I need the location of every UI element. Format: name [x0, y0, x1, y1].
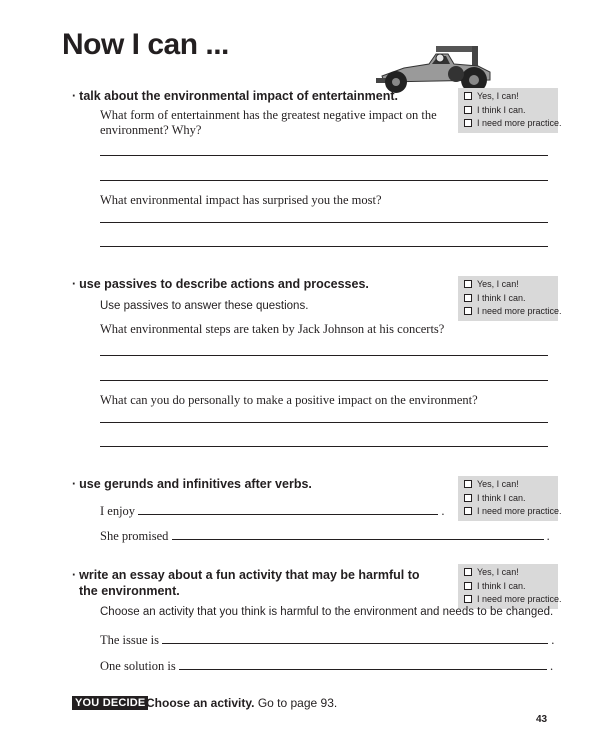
prompt-3a-row: I enjoy .: [100, 504, 445, 518]
prompt-4b-row: One solution is .: [100, 659, 554, 673]
prompt-4a-row: The issue is .: [100, 633, 555, 647]
self-assessment-4: [458, 564, 562, 609]
answer-blank[interactable]: [179, 657, 547, 670]
you-decide-badge: YOU DECIDE: [72, 696, 148, 710]
self-assessment-2: [458, 276, 562, 321]
answer-blank[interactable]: [162, 631, 548, 644]
question-1b: What environmental impact has surprised you the most?: [100, 193, 382, 207]
checkbox-practice[interactable]: I need more practice.: [458, 117, 558, 131]
instruction-4: Choose an activity that you think is harmful to the environment and needs to be changed.: [100, 606, 554, 618]
self-assessment-1: [458, 88, 562, 133]
question-1a: What form of entertainment has the greatest negative impact on the environment? Why?: [100, 108, 437, 137]
answer-blank[interactable]: [172, 527, 544, 540]
checkbox-practice[interactable]: I need more practice.: [458, 305, 558, 319]
checkbox-think[interactable]: I think I can.: [458, 104, 558, 118]
checkbox-icon[interactable]: [464, 119, 472, 127]
checkbox-icon[interactable]: [464, 92, 472, 100]
section-1-heading: · talk about the environmental impact of entertainment.: [72, 89, 398, 103]
checkbox-think[interactable]: I think I can.: [458, 580, 558, 594]
checkbox-icon[interactable]: [464, 494, 472, 502]
answer-line[interactable]: [100, 380, 548, 381]
checkbox-yes[interactable]: Yes, I can!: [458, 478, 558, 492]
section-3-heading: · use gerunds and infinitives after verbs.: [72, 477, 312, 491]
question-2b: What can you do personally to make a positive impact on the environment?: [100, 393, 478, 407]
answer-line[interactable]: [100, 222, 548, 223]
checkbox-icon[interactable]: [464, 294, 472, 302]
checkbox-yes[interactable]: Yes, I can!: [458, 566, 558, 580]
checkbox-icon[interactable]: [464, 595, 472, 603]
self-assessment-3: [458, 476, 562, 521]
checkbox-icon[interactable]: [464, 507, 472, 515]
answer-blank[interactable]: [138, 502, 438, 515]
checkbox-icon[interactable]: [464, 568, 472, 576]
checkbox-yes[interactable]: Yes, I can!: [458, 90, 558, 104]
answer-line[interactable]: [100, 446, 548, 447]
answer-line[interactable]: [100, 422, 548, 423]
checkbox-icon[interactable]: [464, 307, 472, 315]
checkbox-icon[interactable]: [464, 280, 472, 288]
answer-line[interactable]: [100, 155, 548, 156]
checkbox-icon[interactable]: [464, 480, 472, 488]
prompt-3b-row: She promised .: [100, 529, 550, 543]
checkbox-think[interactable]: I think I can.: [458, 492, 558, 506]
answer-line[interactable]: [100, 180, 548, 181]
checkbox-practice[interactable]: I need more practice.: [458, 593, 558, 607]
answer-line[interactable]: [100, 246, 548, 247]
question-2a: What environmental steps are taken by Jack Johnson at his concerts?: [100, 322, 445, 336]
instruction-2: Use passives to answer these questions.: [100, 300, 309, 312]
answer-line[interactable]: [100, 355, 548, 356]
section-4-heading: · write an essay about a fun activity that may be harmful to the environment.: [72, 568, 420, 598]
checkbox-icon[interactable]: [464, 106, 472, 114]
section-2-heading: · use passives to describe actions and processes.: [72, 277, 369, 291]
checkbox-icon[interactable]: [464, 582, 472, 590]
page-title: Now I can ...: [62, 28, 229, 61]
checkbox-think[interactable]: I think I can.: [458, 292, 558, 306]
page-number: 43: [536, 714, 548, 725]
checkbox-yes[interactable]: Yes, I can!: [458, 278, 558, 292]
checkbox-practice[interactable]: I need more practice.: [458, 505, 558, 519]
you-decide-text: Choose an activity. Go to page 93.: [146, 696, 338, 710]
